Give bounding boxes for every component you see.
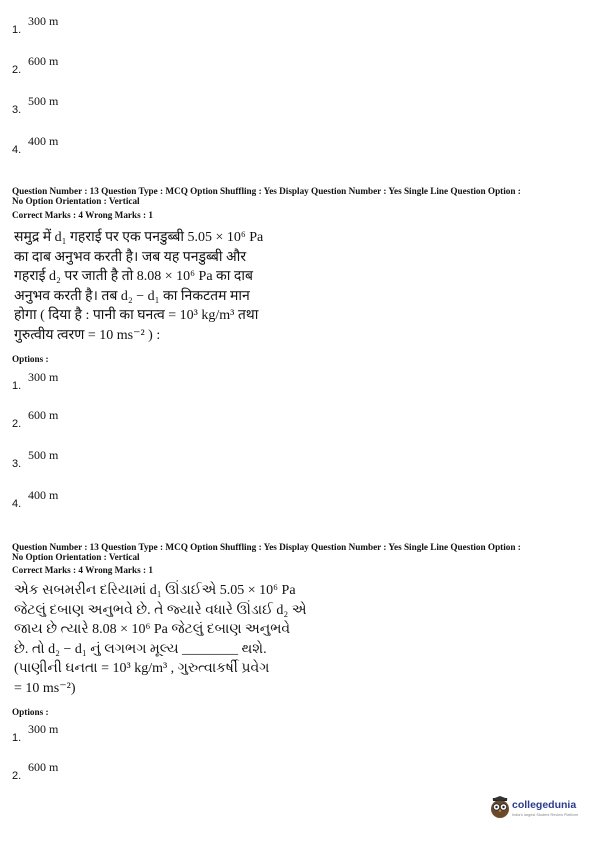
question-text-hindi <box>14 228 263 345</box>
option-value: 600 m <box>28 54 59 68</box>
question-line: का दाब अनुभव करती है। जब यह पनडुब्बी और <box>14 249 247 265</box>
options-label: Options : <box>12 354 49 364</box>
question-line: (પાણીની ઘનતા = 10³ kg/m³ , ગુરુત્વાકર્ષી પ્રવેગ <box>14 661 270 676</box>
question-line: એક સબમરીન દરિયામાં d₁ ઊંડાઈએ 5.05 × 10⁶ Pa <box>14 583 296 598</box>
question-line: = 10 ms⁻²) <box>14 680 76 696</box>
question-line: गहराई d₂ पर जाती है तो 8.08 × 10⁶ Pa का दाब <box>14 269 253 284</box>
brand-tagline: India's largest Student Review Platform <box>512 813 579 817</box>
option-value: 300 m <box>28 722 59 736</box>
question-line: गुरुत्वीय त्वरण = 10 ms⁻² ) : <box>14 327 161 343</box>
marks-info: Correct Marks : 4 Wrong Marks : 1 <box>12 210 153 220</box>
question-meta-orientation: No Option Orientation : Vertical <box>12 552 140 562</box>
option-value: 300 m <box>28 370 59 384</box>
marks-info: Correct Marks : 4 Wrong Marks : 1 <box>12 565 153 575</box>
question-line: समुद्र में d₁ गहराई पर एक पनडुब्बी 5.05 × 10⁶ Pa <box>14 230 264 245</box>
question-line: જાય છે ત્યારે 8.08 × 10⁶ Pa જેટલું દબાણ અનુભવે <box>14 622 291 637</box>
option-value: 600 m <box>28 408 59 422</box>
collegedunia-logo <box>488 796 588 826</box>
question-text-gujarati <box>14 581 307 698</box>
question-line: છે. તો d₂ − d₁ નું લગભગ મૂલ્ય ________ થશે. <box>14 641 267 657</box>
brand-name: collegedunia <box>512 799 577 811</box>
option-value: 400 m <box>28 488 59 502</box>
question-meta: Question Number : 13 Question Type : MCQ Option Shuffling : Yes Display Question Number : Yes Single Line Question Option : <box>12 542 521 552</box>
question-meta: Question Number : 13 Question Type : MCQ Option Shuffling : Yes Display Question Number : Yes Single Line Question Option : <box>12 186 521 196</box>
option-number: 3. <box>12 458 22 470</box>
question-line: होगा ( दिया है : पानी का घनत्व = 10³ kg/m³ तथा <box>14 308 259 323</box>
option-value: 500 m <box>28 94 59 108</box>
question-line: अनुभव करती है। तब d₂ − d₁ का निकटतम मान <box>14 288 250 304</box>
owl-mascot-icon <box>488 796 512 820</box>
option-value: 600 m <box>28 760 59 774</box>
option-number: 1. <box>12 380 22 392</box>
option-number: 1. <box>12 24 22 36</box>
question-line: જેટલું દબાણ અનુભવે છે. તે જ્યારે વધારે ઊંડાઈ d₂ એ <box>14 602 307 618</box>
option-number: 2. <box>12 418 22 430</box>
question-meta-orientation: No Option Orientation : Vertical <box>12 196 140 206</box>
options-label: Options : <box>12 707 49 717</box>
option-number: 2. <box>12 64 22 76</box>
option-number: 4. <box>12 144 22 156</box>
option-value: 500 m <box>28 448 59 462</box>
option-number: 4. <box>12 498 22 510</box>
option-value: 400 m <box>28 134 59 148</box>
option-number: 2. <box>12 770 22 782</box>
option-number: 3. <box>12 104 22 116</box>
option-value: 300 m <box>28 14 59 28</box>
option-number: 1. <box>12 732 22 744</box>
